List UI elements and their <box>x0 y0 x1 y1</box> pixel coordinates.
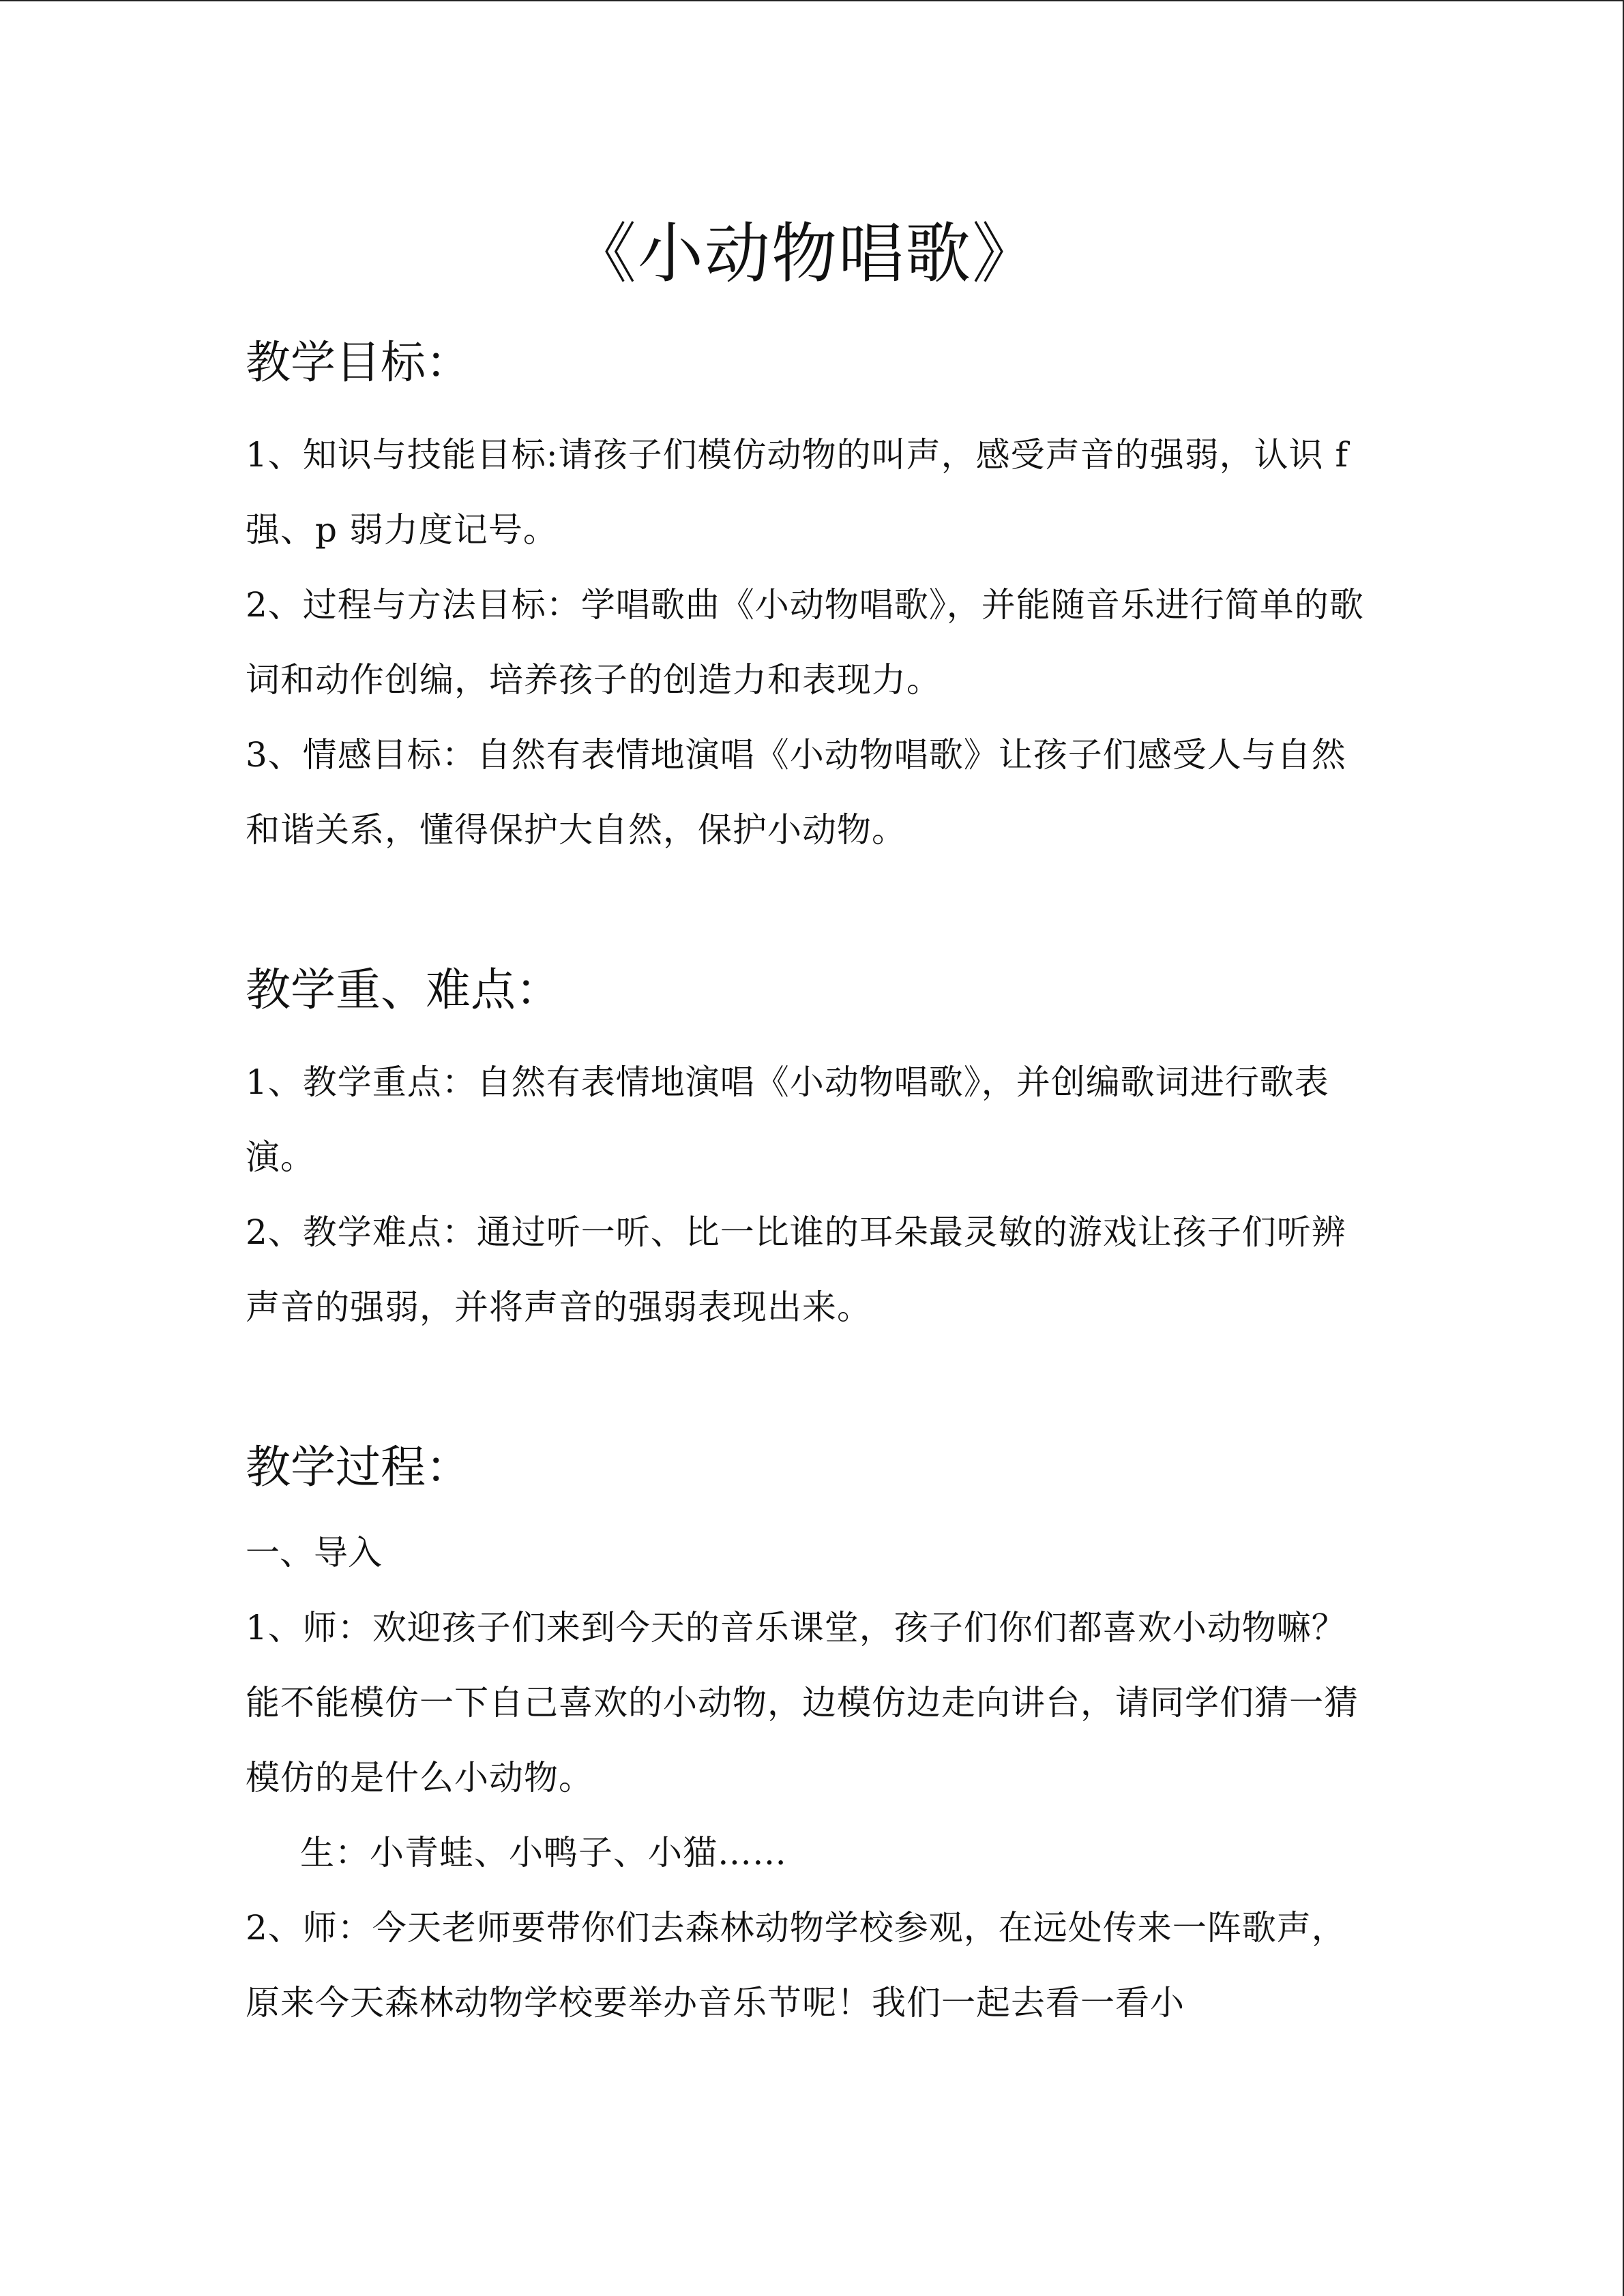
key-point-item-1: 1、教学重点：自然有表情地演唱《小动物唱歌》，并创编歌词进行歌表演。 <box>246 1062 1329 1177</box>
process-subheading: 一、导入 <box>246 1533 382 1572</box>
key-point-item-2: 2、教学难点：通过听一听、比一比谁的耳朵最灵敏的游戏让孩子们听辨声音的强弱，并将声音的强弱表现出来。 <box>246 1212 1346 1327</box>
section-spacer <box>246 1345 1378 1433</box>
goals-heading: 教学目标： <box>246 336 471 389</box>
document-content <box>246 206 1378 2040</box>
key-points-heading: 教学重、难点： <box>246 964 561 1016</box>
goal-item-1: 1、知识与技能目标:请孩子们模仿动物的叫声，感受声音的强弱，认识 f 强、p 弱力度记号。 <box>246 435 1349 550</box>
process-item-1: 1、师：欢迎孩子们来到今天的音乐课堂，孩子们你们都喜欢小动物嘛？能不能模仿一下自己喜欢的小动物，边模仿边走向讲台，请同学们猜一猜模仿的是什么小动物。 <box>246 1608 1359 1798</box>
section-spacer <box>246 867 1378 956</box>
goal-item-3: 3、情感目标：自然有表情地演唱《小动物唱歌》让孩子们感受人与自然和谐关系，懂得保护大自然，保护小动物。 <box>246 735 1346 850</box>
process-item-2: 2、师：今天老师要带你们去森林动物学校参观，在远处传来一阵歌声，原来今天森林动物学校要举办音乐节呢！我们一起去看一看小 <box>246 1908 1346 2023</box>
goal-item-2: 2、过程与方法目标：学唱歌曲《小动物唱歌》，并能随音乐进行简单的歌词和动作创编，培养孩子的创造力和表现力。 <box>246 585 1364 700</box>
document-title: 《小动物唱歌》 <box>571 215 1039 292</box>
process-student-response: 生：小青蛙、小鸭子、小猫…… <box>300 1833 787 1873</box>
process-heading: 教学过程： <box>246 1441 471 1493</box>
